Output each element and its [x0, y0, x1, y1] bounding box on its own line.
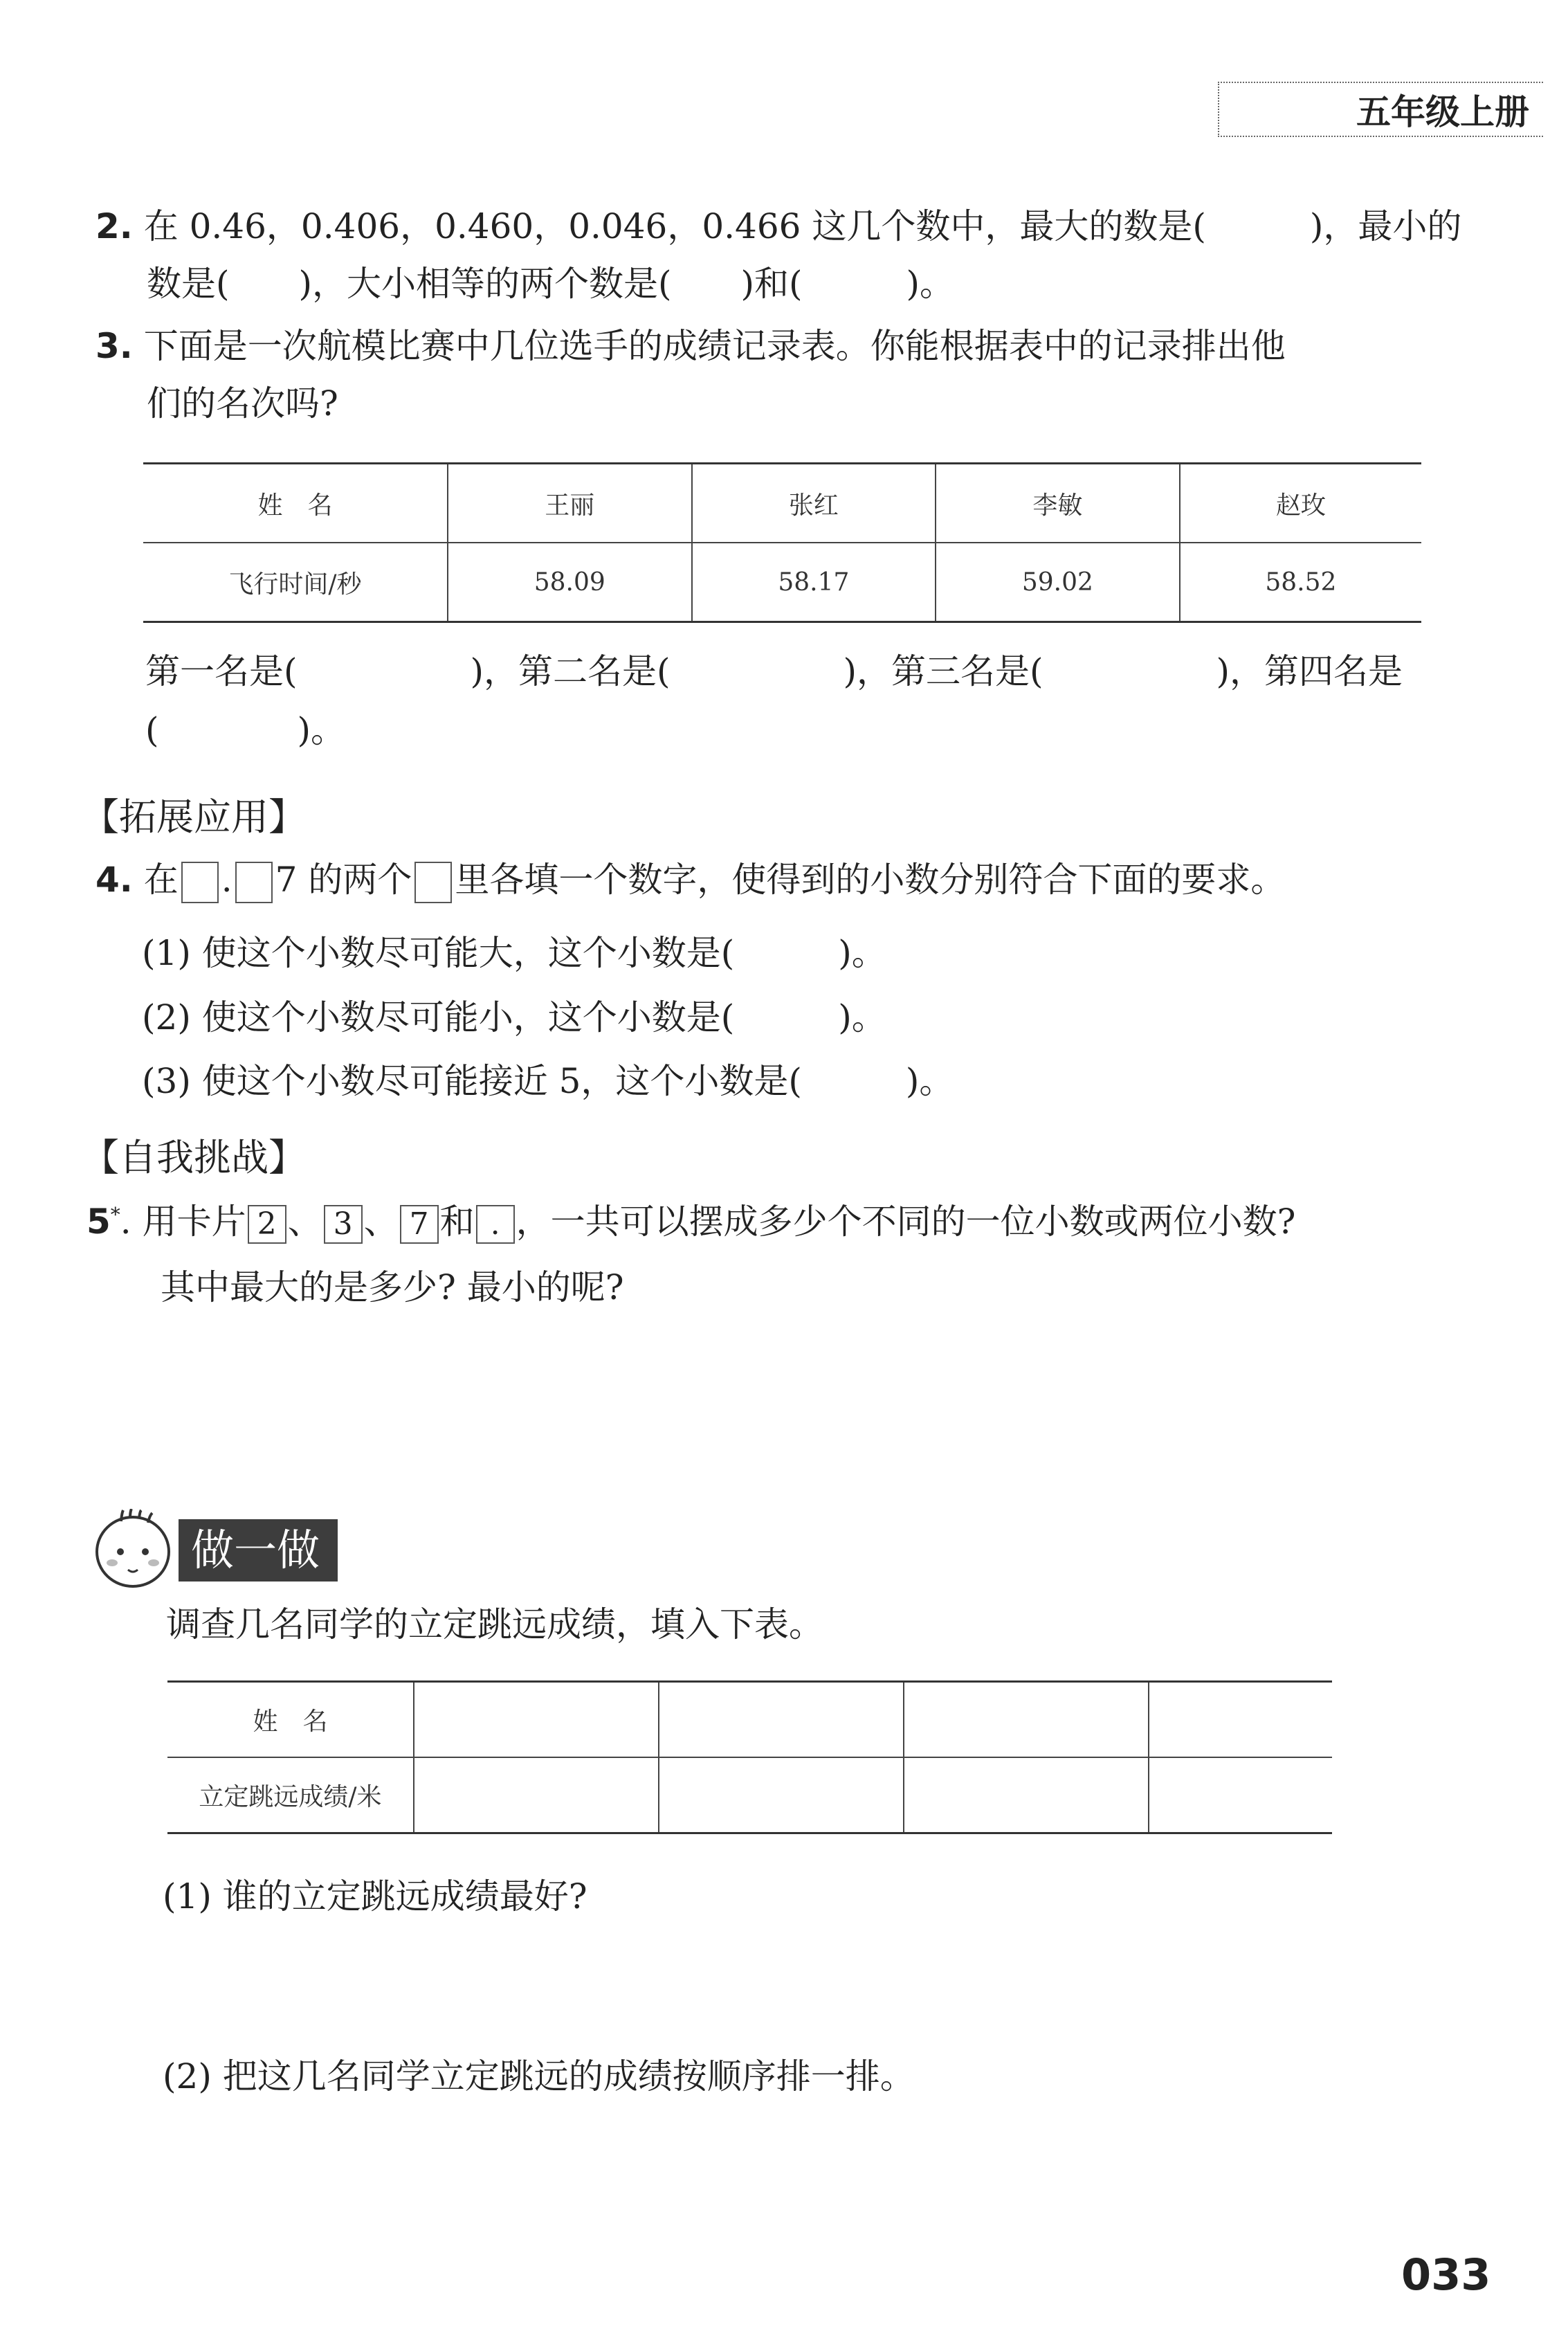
- question-text-pre: . 用卡片: [120, 1202, 246, 1242]
- page-number: 033: [1401, 2249, 1491, 2300]
- blank-cell[interactable]: [414, 1682, 659, 1758]
- activity-intro: 调查几名同学的立定跳远成绩，填入下表。: [166, 1604, 823, 1644]
- question-text-mid: 7 的两个: [275, 860, 412, 900]
- table-header-row: [143, 464, 1421, 543]
- question-text-pre: 在: [143, 860, 179, 900]
- long-jump-table: [167, 1680, 1332, 1834]
- question-2: [95, 206, 1462, 246]
- question-text: 下面是一次航模比赛中几位选手的成绩记录表。你能根据表中的记录排出他: [143, 326, 1286, 366]
- blank-cell[interactable]: [904, 1757, 1149, 1833]
- table-header-row: [167, 1682, 1332, 1758]
- question-4-item-2: (2) 使这个小数尽可能小，这个小数是( )。: [142, 997, 886, 1037]
- blank-cell[interactable]: [659, 1757, 904, 1833]
- question-4-item-1: (1) 使这个小数尽可能大，这个小数是( )。: [142, 933, 886, 973]
- question-4-item-3: (3) 使这个小数尽可能接近 5，这个小数是( )。: [142, 1061, 954, 1101]
- question-4: [95, 862, 1285, 903]
- blank-cell[interactable]: [414, 1757, 659, 1833]
- table-cell: 姓 名: [143, 464, 448, 543]
- blank-cell[interactable]: [1149, 1682, 1332, 1758]
- question-3: [95, 326, 1286, 366]
- section-heading-expand: 【拓展应用】: [82, 795, 306, 839]
- separator: 、: [363, 1202, 399, 1242]
- table-cell: 立定跳远成绩/米: [199, 1783, 382, 1811]
- question-text-post: 里各填一个数字，使得到的小数分别符合下面的要求。: [455, 860, 1286, 900]
- question-number: 5: [86, 1202, 111, 1242]
- table-row: [167, 1757, 1332, 1833]
- question-text: 在 0.46，0.406，0.460，0.046，0.466 这几个数中，最大的数是( )，最小的: [143, 206, 1462, 246]
- table-row: [143, 543, 1421, 622]
- blank-cell[interactable]: [659, 1682, 904, 1758]
- flight-time-table: [143, 462, 1421, 623]
- question-5-line2: 其中最大的是多少? 最小的呢?: [161, 1267, 624, 1307]
- separator: 、: [287, 1202, 322, 1242]
- decimal-point: .: [221, 860, 233, 900]
- question-text-post: ，一共可以摆成多少个不同的一位小数或两位小数?: [516, 1202, 1296, 1242]
- book-level-header: [1218, 82, 1543, 137]
- question-3-line2: 们的名次吗?: [147, 383, 338, 424]
- section-heading-challenge: 【自我挑战】: [82, 1136, 306, 1179]
- ranking-answer-line2: ( )。: [145, 710, 346, 750]
- blank-cell[interactable]: [904, 1682, 1149, 1758]
- table-cell: 王丽: [448, 464, 692, 543]
- blank-box[interactable]: [235, 862, 273, 903]
- digit-card-3: 3: [324, 1205, 363, 1244]
- activity-banner: 做一做: [179, 1519, 338, 1582]
- blank-cell[interactable]: [1149, 1757, 1332, 1833]
- question-number: 3.: [95, 326, 133, 366]
- book-level-text: 五年级上册: [1356, 92, 1529, 132]
- point-card: .: [476, 1205, 515, 1244]
- ranking-answer-line1: 第一名是( )，第二名是( )，第三名是( )，第四名是: [145, 651, 1403, 691]
- blank-box-legend: [414, 862, 452, 903]
- table-cell: 59.02: [936, 543, 1180, 622]
- table-cell: 李敏: [936, 464, 1180, 543]
- challenge-star: *: [110, 1203, 120, 1226]
- table-cell: 58.09: [448, 543, 692, 622]
- digit-card-2: 2: [248, 1205, 286, 1244]
- table-cell: 58.17: [692, 543, 936, 622]
- digit-card-7: 7: [400, 1205, 439, 1244]
- table-cell: 张红: [692, 464, 936, 543]
- question-number: 2.: [95, 206, 133, 246]
- activity-item-2: (2) 把这几名同学立定跳远的成绩按顺序排一排。: [163, 2056, 915, 2096]
- question-2-line2: 数是( )，大小相等的两个数是( )和( )。: [147, 264, 955, 304]
- cartoon-face-icon: [90, 1509, 180, 1595]
- table-cell: 58.52: [1180, 543, 1421, 622]
- question-number: 4.: [95, 860, 133, 900]
- question-5: [86, 1204, 1295, 1244]
- and-text: 和: [439, 1202, 475, 1242]
- table-cell: 赵玫: [1180, 464, 1421, 543]
- activity-item-1: (1) 谁的立定跳远成绩最好?: [163, 1876, 587, 1916]
- blank-box[interactable]: [181, 862, 219, 903]
- table-cell: 飞行时间/秒: [228, 570, 362, 599]
- table-cell: 姓 名: [167, 1682, 414, 1758]
